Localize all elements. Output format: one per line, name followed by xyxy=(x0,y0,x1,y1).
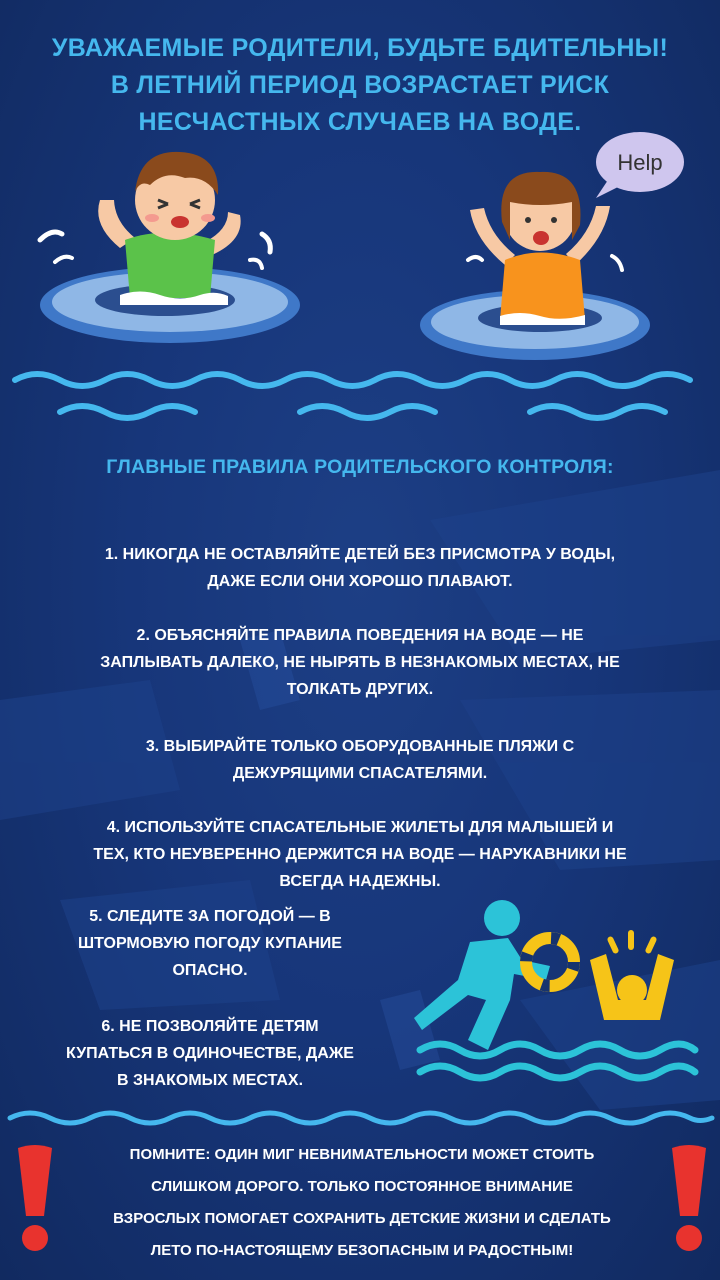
girl-illustration xyxy=(420,132,684,360)
help-speech-text: Help xyxy=(617,150,663,175)
rescue-icon xyxy=(410,890,710,1100)
exclamation-icon xyxy=(14,1142,56,1254)
exclamation-icon xyxy=(668,1142,710,1254)
page-title xyxy=(0,30,720,141)
rule-line: ТЕХ, КТО НЕУВЕРЕННО ДЕРЖИТСЯ НА ВОДЕ — НАРУКАВНИКИ НЕ xyxy=(93,846,627,863)
rule-line: 1. НИКОГДА НЕ ОСТАВЛЯЙТЕ ДЕТЕЙ БЕЗ ПРИСМОТРА У ВОДЫ, xyxy=(104,546,616,563)
rule-line: ТОЛКАТЬ ДРУГИХ. xyxy=(286,681,434,698)
rule-line: 5. СЛЕДИТЕ ЗА ПОГОДОЙ — В xyxy=(89,908,331,925)
rules-heading: ГЛАВНЫЕ ПРАВИЛА РОДИТЕЛЬСКОГО КОНТРОЛЯ: xyxy=(106,456,614,478)
rule-item-4 xyxy=(0,814,720,895)
title-line: НЕСЧАСТНЫХ СЛУЧАЕВ НА ВОДЕ. xyxy=(138,108,582,136)
rule-line: ОПАСНО. xyxy=(172,962,248,979)
wave-divider xyxy=(0,1104,720,1130)
rule-line: ЗАПЛЫВАТЬ ДАЛЕКО, НЕ НЫРЯТЬ В НЕЗНАКОМЫХ МЕСТАХ, НЕ xyxy=(100,654,620,671)
rule-line: 4. ИСПОЛЬЗУЙТЕ СПАСАТЕЛЬНЫЕ ЖИЛЕТЫ ДЛЯ МАЛЫШЕЙ И xyxy=(106,819,614,836)
rule-line: КУПАТЬСЯ В ОДИНОЧЕСТВЕ, ДАЖЕ xyxy=(66,1045,354,1062)
title-line: В ЛЕТНИЙ ПЕРИОД ВОЗРАСТАЕТ РИСК xyxy=(110,71,610,99)
boy-illustration xyxy=(40,152,300,343)
rule-line: ДЕЖУРЯЩИМИ СПАСАТЕЛЯМИ. xyxy=(232,765,488,782)
rule-item-6 xyxy=(10,1013,410,1094)
rule-line: ДАЖЕ ЕСЛИ ОНИ ХОРОШО ПЛАВАЮТ. xyxy=(207,573,513,590)
rule-item-3 xyxy=(0,733,720,787)
rule-line: ШТОРМОВУЮ ПОГОДУ КУПАНИЕ xyxy=(78,935,342,952)
title-line: УВАЖАЕМЫЕ РОДИТЕЛИ, БУДЬТЕ БДИТЕЛЬНЫ! xyxy=(51,34,669,62)
rule-item-1 xyxy=(0,541,720,595)
footer-note xyxy=(62,1139,662,1267)
footer-line: СЛИШКОМ ДОРОГО. ТОЛЬКО ПОСТОЯННОЕ ВНИМАНИЕ xyxy=(151,1178,573,1195)
wave-decor xyxy=(15,374,690,418)
rule-line: ВСЕГДА НАДЕЖНЫ. xyxy=(279,873,441,890)
drowning-children-illustration xyxy=(0,130,720,430)
rule-line: 6. НЕ ПОЗВОЛЯЙТЕ ДЕТЯМ xyxy=(101,1018,319,1035)
footer-line: ВЗРОСЛЫХ ПОМОГАЕТ СОХРАНИТЬ ДЕТСКИЕ ЖИЗНИ И СДЕЛАТЬ xyxy=(113,1210,611,1227)
footer-line: ЛЕТО ПО-НАСТОЯЩЕМУ БЕЗОПАСНЫМ И РАДОСТНЫМ! xyxy=(150,1242,574,1259)
footer-line: ПОМНИТЕ: ОДИН МИГ НЕВНИМАТЕЛЬНОСТИ МОЖЕТ СТОИТЬ xyxy=(129,1146,595,1163)
rule-line: В ЗНАКОМЫХ МЕСТАХ. xyxy=(116,1072,304,1089)
rule-line: 3. ВЫБИРАЙТЕ ТОЛЬКО ОБОРУДОВАННЫЕ ПЛЯЖИ С xyxy=(145,738,575,755)
rule-item-5 xyxy=(10,903,410,984)
rule-line: 2. ОБЪЯСНЯЙТЕ ПРАВИЛА ПОВЕДЕНИЯ НА ВОДЕ — НЕ xyxy=(136,627,584,644)
rule-item-2 xyxy=(0,622,720,703)
